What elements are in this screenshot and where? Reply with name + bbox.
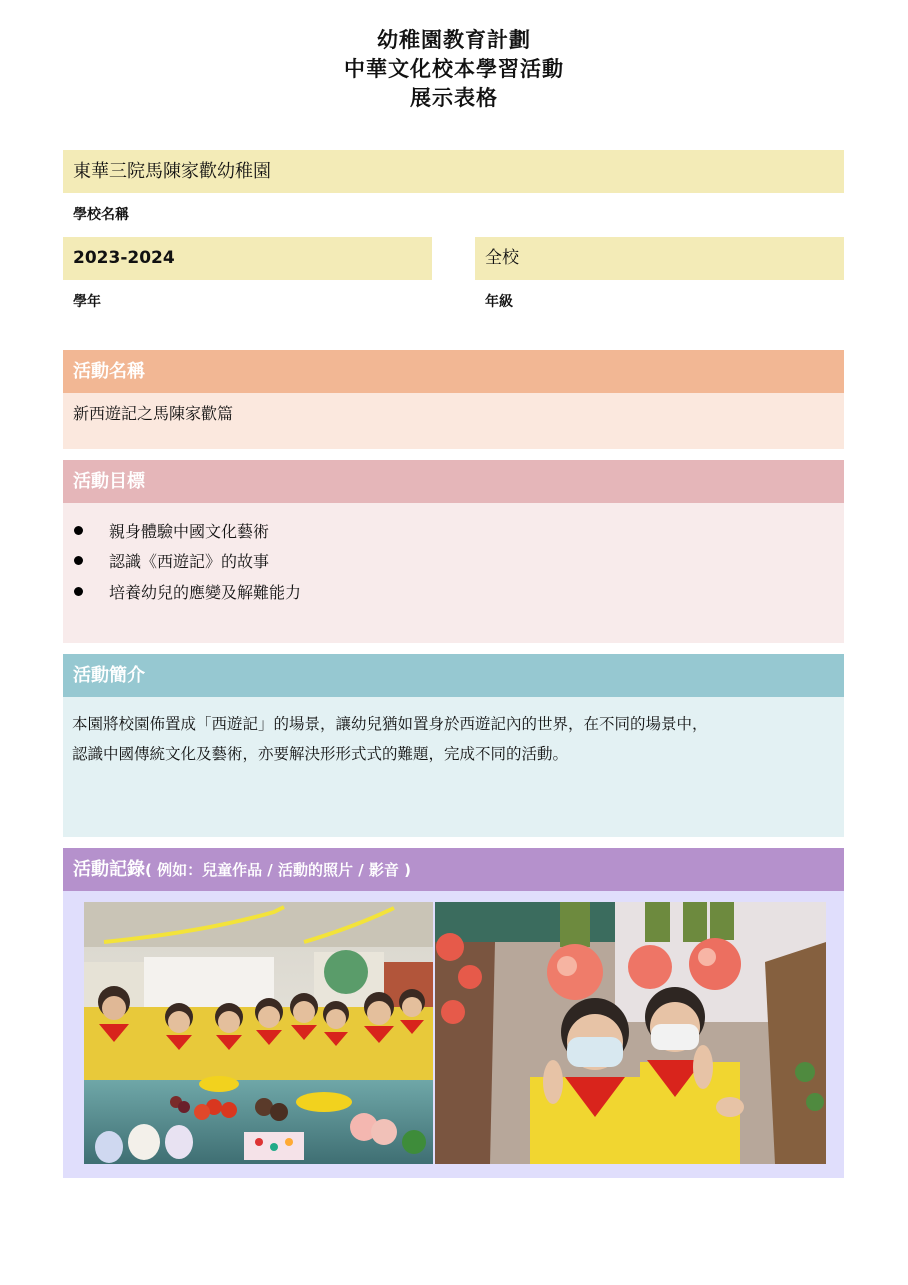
objectives-heading: 活動目標: [63, 460, 844, 503]
objective-item: [63, 546, 844, 577]
objective-text: 認識《西遊記》的故事: [109, 552, 270, 572]
objectives-section: [63, 503, 844, 643]
bullet-icon: [74, 556, 83, 565]
intro-line-1: 本園將校園佈置成「西遊記」的場景，讓幼兒猶如置身於西遊記內的世界，在不同的場景中，: [72, 715, 708, 733]
grade-label: 年級: [485, 294, 513, 310]
objective-item: [63, 515, 844, 546]
school-name-label: 學校名稱: [73, 207, 129, 223]
school-name-field: 東華三院馬陳家歡幼稚園: [63, 150, 844, 193]
title-line-2: 中華文化校本學習活動: [344, 57, 564, 81]
intro-section: [63, 697, 844, 837]
title-line-1: 幼稚園教育計劃: [377, 28, 531, 52]
record-heading-note: ( 例如：兒童作品 / 活動的照片 / 影音 ): [145, 861, 412, 879]
grade-field: 全校: [475, 237, 844, 280]
intro-line-2: 認識中國傳統文化及藝術，亦要解決形形式式的難題，完成不同的活動。: [72, 745, 569, 763]
bullet-icon: [74, 587, 83, 596]
school-year-field: 2023-2024: [63, 237, 432, 280]
objective-item: [63, 576, 844, 607]
objective-text: 培養幼兒的應變及解難能力: [109, 582, 302, 602]
activity-photo-2: [435, 902, 826, 1164]
school-year-label: 學年: [73, 294, 101, 310]
bullet-icon: [74, 526, 83, 535]
objective-text: 親身體驗中國文化藝術: [109, 521, 270, 541]
title-line-3: 展示表格: [410, 86, 498, 110]
record-heading-title: 活動記錄: [73, 859, 145, 880]
activity-name-heading: 活動名稱: [63, 350, 844, 393]
intro-heading: 活動簡介: [63, 654, 844, 697]
activity-photo-1: [84, 902, 433, 1164]
activity-name-section: [63, 393, 844, 449]
activity-name-value: 新西遊記之馬陳家歡篇: [73, 404, 234, 423]
page-title: [0, 26, 908, 113]
record-heading: [63, 848, 844, 891]
